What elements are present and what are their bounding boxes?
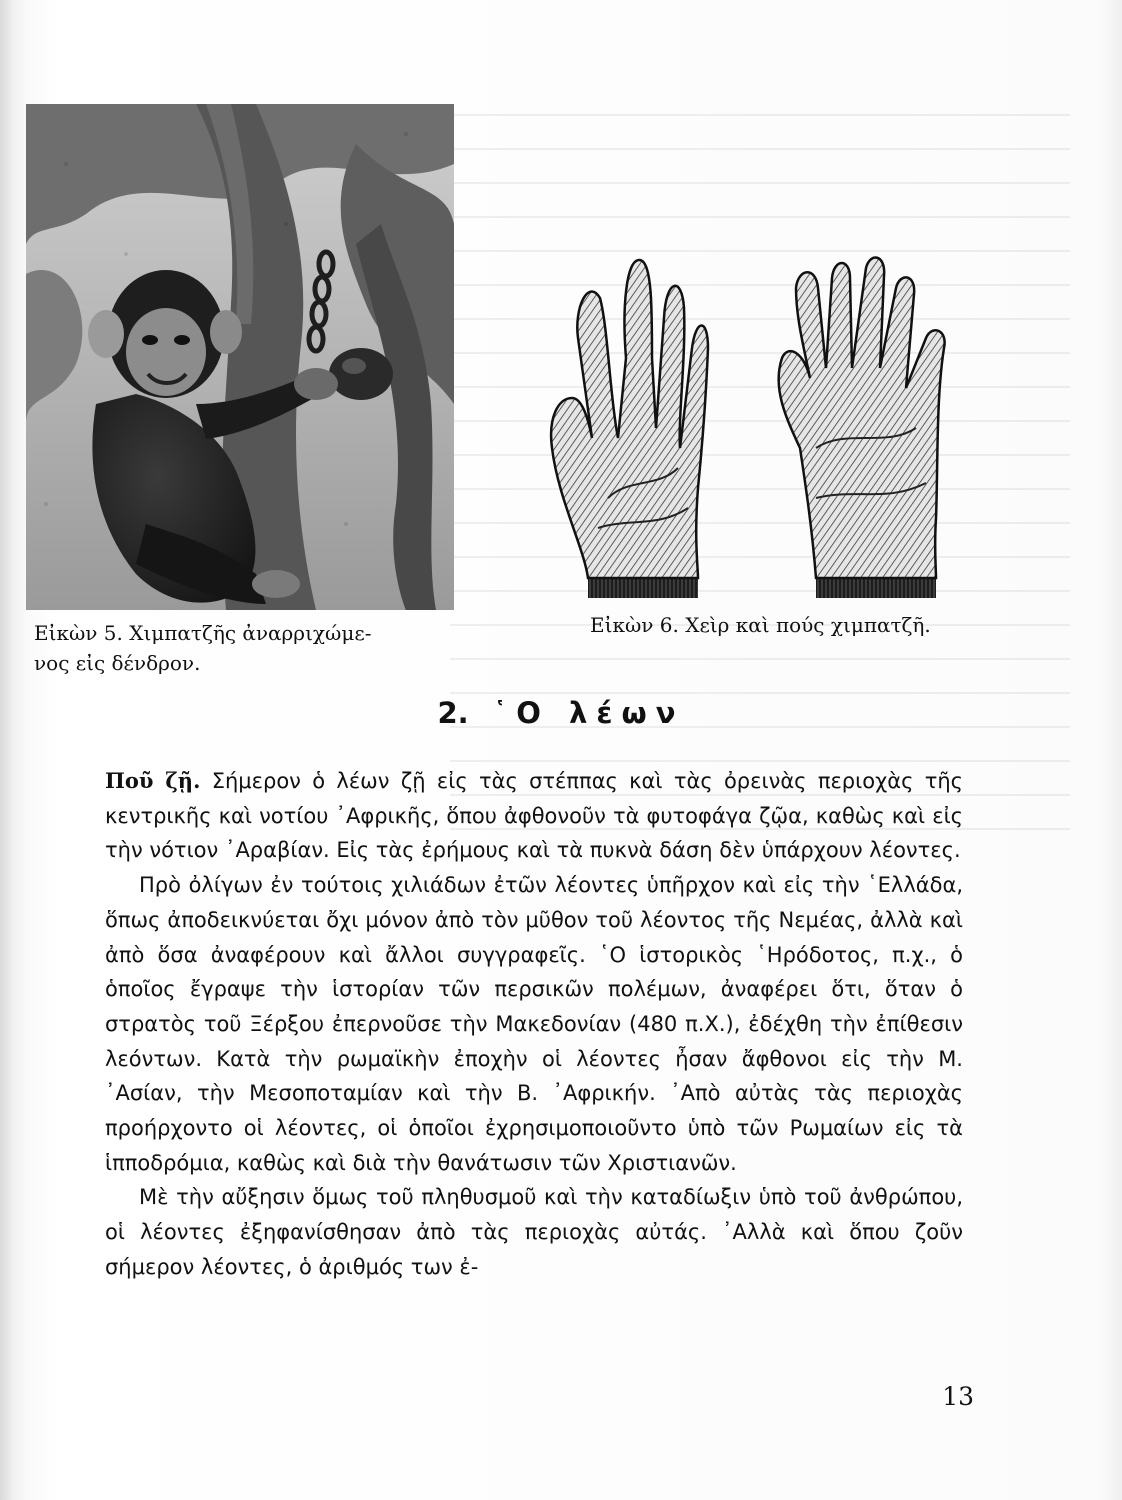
paragraph-1-text: Σήμερον ὁ λέων ζῇ εἰς τὰς στέππας καὶ τὰς ὀρεινὰς περιοχὰς τῆς κεντρικῆς καὶ νοτίου ᾿Αφρικῆς, ὅπου ἀφθονοῦν τὰ φυτοφάγα ζῷα, καθὼς καὶ εἰς τὴν νότιον ᾿Αραβίαν. Εἰς τὰς ἐρήμους καὶ τὰ πυκνὰ δάση δὲν ὑπάρχουν λέοντες.: [105, 769, 963, 863]
paragraph-lead: Ποῦ ζῇ.: [105, 768, 201, 793]
foot-drawing: [779, 258, 945, 598]
section-title: ῾Ο λέων: [492, 696, 685, 730]
body-text: [105, 764, 963, 1285]
chimpanzee-hand-foot-drawing: [548, 248, 968, 608]
paragraph-3: Μὲ τὴν αὔξησιν ὅμως τοῦ πληθυσμοῦ καὶ τὴν καταδίωξιν ὑπὸ τοῦ ἀνθρώπου, οἱ λέοντες ἐξηφανίσθησαν ἀπὸ τὰς περιοχὰς αὐτάς. ᾿Αλλὰ καὶ ὅπου ζοῦν σήμερον λέοντες, ὁ ἀριθμός των ἐ-: [105, 1185, 963, 1279]
figure-5-caption: [34, 618, 454, 678]
chimpanzee-photo: [26, 104, 454, 610]
figure-5-caption-line2: νος εἰς δένδρον.: [34, 651, 201, 675]
figure-6-caption: Εἰκὼν 6. Χεὶρ καὶ πούς χιμπατζῆ.: [590, 613, 931, 637]
section-heading: [0, 696, 1122, 730]
paragraph-1: [105, 764, 963, 868]
paragraph-2: Πρὸ ὀλίγων ἐν τούτοις χιλιάδων ἐτῶν λέοντες ὑπῆρχον καὶ εἰς τὴν ῾Ελλάδα, ὅπως ἀποδεικνύεται ὄχι μόνον ἀπὸ τὸν μῦθον τοῦ λέοντος τῆς Νεμέας, ἀλλὰ καὶ ἀπὸ ὅσα ἀναφέρουν καὶ ἄλλοι συγγραφεῖς. ῾Ο ἱστορικὸς ῾Ηρόδοτος, π.χ., ὁ ὁποῖος ἔγραψε τὴν ἱστορίαν τῶν περσικῶν πολέμων, ἀναφέρει ὅτι, ὅταν ὁ στρατὸς τοῦ Ξέρξου ἐπερνοῦσε τὴν Μακεδονίαν (480 π.Χ.), ἐδέχθη τὴν ἐπίθεσιν λεόντων. Κατὰ τὴν ρωμαϊκὴν ἐποχὴν οἱ λέοντες ἦσαν ἄφθονοι εἰς τὴν Μ. ᾿Ασίαν, τὴν Μεσοποταμίαν καὶ τὴν Β. ᾿Αφρικήν. ᾿Απὸ αὐτὰς τὰς περιοχὰς προήρχοντο οἱ λέοντες, οἱ ὁποῖοι ἐχρησιμοποιοῦντο ὑπὸ τῶν Ρωμαίων εἰς τὰ ἱπποδρόμια, καθὼς καὶ διὰ τὴν θανάτωσιν τῶν Χριστιανῶν.: [105, 873, 963, 1175]
page-number: 13: [942, 1382, 974, 1411]
section-number: 2.: [437, 696, 469, 730]
figure-5-caption-line1: Εἰκὼν 5. Χιμπατζῆς ἀναρριχώμε-: [34, 621, 372, 645]
hand-drawing: [551, 260, 708, 598]
